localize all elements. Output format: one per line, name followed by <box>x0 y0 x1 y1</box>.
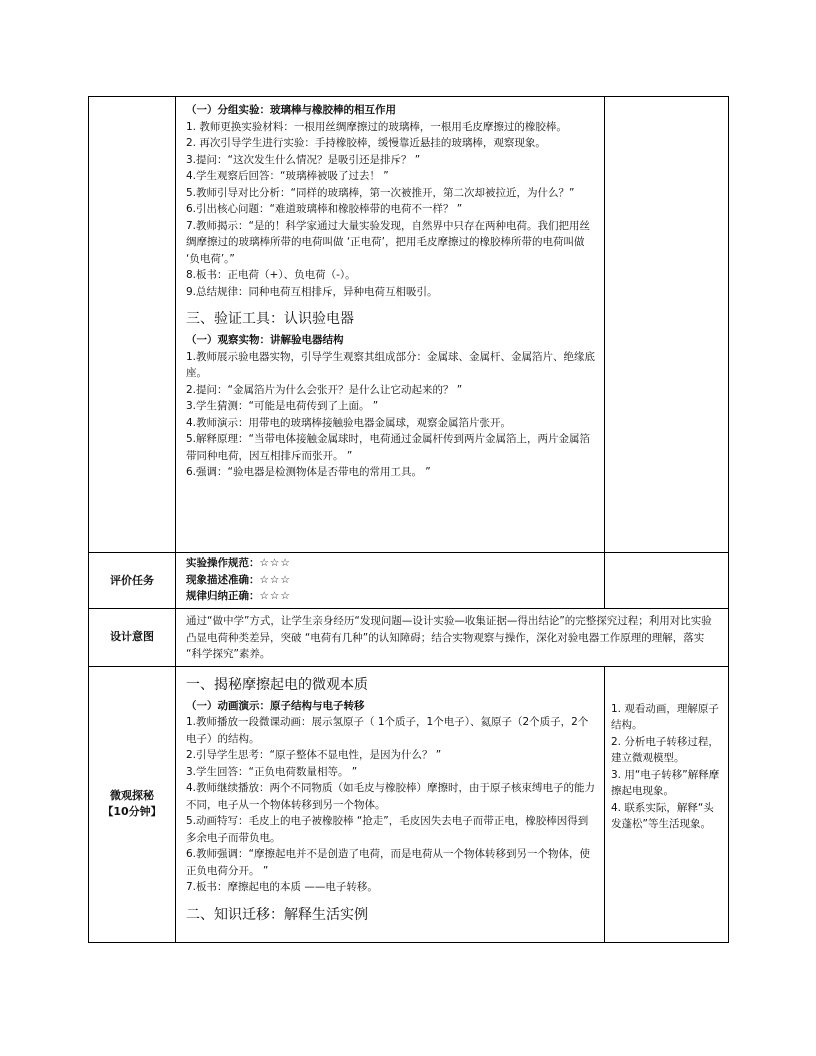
micro-step: 2.引导学生思考：“原子整体不显电性，是因为什么？ ” <box>186 749 442 761</box>
section-2-title: 二、知识迁移：解释生活实例 <box>186 906 368 923</box>
lesson-plan-table <box>88 96 729 943</box>
design-intent-text: 通过“做中学”方式，让学生亲身经历“发现问题—设计实验—收集证据—得出结论”的完整探究过程；利用对比实验凸显电荷种类差异，突破 “电荷有几种”的认知障碍；结合实物观察与操作，深化对验电器工作原理的理解，落实 “科学探究”素养。 <box>186 615 712 660</box>
micro-step: 5.动画特写：毛皮上的电子被橡胶棒 “抢走”，毛皮因失去电子而带正电，橡胶棒因得到多余电子而带负电。 <box>186 815 589 844</box>
experiment-step: 8.板书：正电荷（+）、负电荷（-）。 <box>186 269 356 281</box>
evaluation-row <box>89 553 729 609</box>
electroscope-step: 6.强调：“验电器是检测物体是否带电的常用工具。 ” <box>186 466 431 478</box>
micro-step: 6.教师强调：“摩擦起电并不是创造了电荷，而是电荷从一个物体转移到另一个物体，使正负电荷分开。 ” <box>186 848 590 877</box>
electroscope-step: 2.提问：“金属箔片为什么会张开？是什么让它动起来的？ ” <box>186 383 463 396</box>
electroscope-step: 1.教师展示验电器实物，引导学生观察其组成部分：金属球、金属杆、金属箔片、绝缘底座。 <box>186 350 596 379</box>
experiment-step: 5.教师引导对比分析：“同样的玻璃棒，第一次被推开，第二次却被拉近，为什么？” <box>186 186 575 199</box>
section-1-subtitle: （一）动画演示：原子结构与电子转移 <box>186 699 365 712</box>
student-activity: 1. 观看动画，理解原子结构。 <box>611 702 719 731</box>
star-rating-icon: ☆☆☆ <box>259 590 291 602</box>
experiment-step: 6.引出核心问题：“难道玻璃棒和橡胶棒带的电荷不一样？ ” <box>186 203 463 215</box>
experiment-step: 7.教师揭示：“是的！科学家通过大量实验发现，自然界中只存在两种电荷。我们把用丝绸摩擦过的玻璃棒所带的电荷叫做 ‘正电荷’，把用毛皮摩擦过的橡胶棒所带的电荷叫做 ‘负电荷’。” <box>186 219 590 265</box>
experiment-row <box>89 97 729 553</box>
evaluation-item-3: 规律归纳正确： <box>186 590 260 602</box>
evaluation-side-cell <box>605 553 729 609</box>
star-rating-icon: ☆☆☆ <box>259 557 291 569</box>
micro-explore-row <box>89 666 729 942</box>
experiment-label-cell <box>89 97 176 553</box>
design-intent-cell <box>176 609 729 667</box>
experiment-side-cell <box>605 97 729 553</box>
student-activity: 3. 用“电子转移”解释摩擦起电现象。 <box>611 768 720 797</box>
micro-step: 4.教师继续播放：两个不同物质（如毛皮与橡胶棒）摩擦时，由于原子核束缚电子的能力不同，电子从一个物体转移到另一个物体。 <box>186 782 596 811</box>
experiment-step: 1. 教师更换实验材料：一根用丝绸摩擦过的玻璃棒，一根用毛皮摩擦过的橡胶棒。 <box>186 120 567 133</box>
evaluation-item-2: 现象描述准确： <box>186 573 260 586</box>
student-activity: 4. 联系实际，解释“头发蓬松”等生活现象。 <box>611 801 714 830</box>
experiment-step: 3.提问：“这次发生什么情况？是吸引还是排斥？ ” <box>186 153 421 166</box>
design-intent-row <box>89 609 729 667</box>
experiment-step: 4.学生观察后回答：“玻璃棒被吸了过去！ ” <box>186 170 389 182</box>
micro-step: 7.板书：摩擦起电的本质 ——电子转移。 <box>186 881 378 893</box>
student-activity-cell <box>605 666 729 942</box>
evaluation-label: 评价任务 <box>89 553 176 609</box>
micro-explore-duration: 【10分钟】 <box>102 805 162 818</box>
group-experiment-title: （一）分组实验：玻璃棒与橡胶棒的相互作用 <box>186 104 396 116</box>
electroscope-step: 5.解释原理：“当带电体接触金属球时，电荷通过金属杆传到两片金属箔上，两片金属箔带同种电荷，因互相排斥而张开。 ” <box>186 433 590 462</box>
micro-step: 1.教师播放一段微课动画：展示氢原子（ 1个质子，1个电子）、氦原子（2个质子，2个电子）的结构。 <box>186 716 589 745</box>
design-intent-label: 设计意图 <box>89 609 176 667</box>
experiment-step: 2. 再次引导学生进行实验：手持橡胶棒，缓慢靠近悬挂的玻璃棒，观察现象。 <box>186 137 546 149</box>
micro-step: 3.学生回答：“正负电荷数量相等。 ” <box>186 765 358 778</box>
micro-explore-label <box>89 666 176 942</box>
electroscope-step: 4.教师演示：用带电的玻璃棒接触验电器金属球，观察金属箔片张开。 <box>186 416 512 429</box>
student-activity: 2. 分析电子转移过程，建立微观模型。 <box>611 735 719 764</box>
star-rating-icon: ☆☆☆ <box>259 573 291 586</box>
micro-explore-content-cell <box>176 666 605 942</box>
electroscope-step: 3.学生猜测：“可能是电荷传到了上面。 ” <box>186 400 379 412</box>
evaluation-item-1: 实验操作规范： <box>186 557 260 569</box>
evaluation-content-cell <box>176 553 605 609</box>
experiment-content-cell <box>176 97 605 553</box>
section-3-title: 三、验证工具：认识验电器 <box>186 311 354 327</box>
section-1-title: 一、揭秘摩擦起电的微观本质 <box>186 676 368 693</box>
micro-explore-title: 微观探秘 <box>110 789 154 802</box>
section-3-subtitle: （一）观察实物：讲解验电器结构 <box>186 334 344 346</box>
experiment-step: 9.总结规律：同种电荷互相排斥，异种电荷互相吸引。 <box>186 285 438 298</box>
